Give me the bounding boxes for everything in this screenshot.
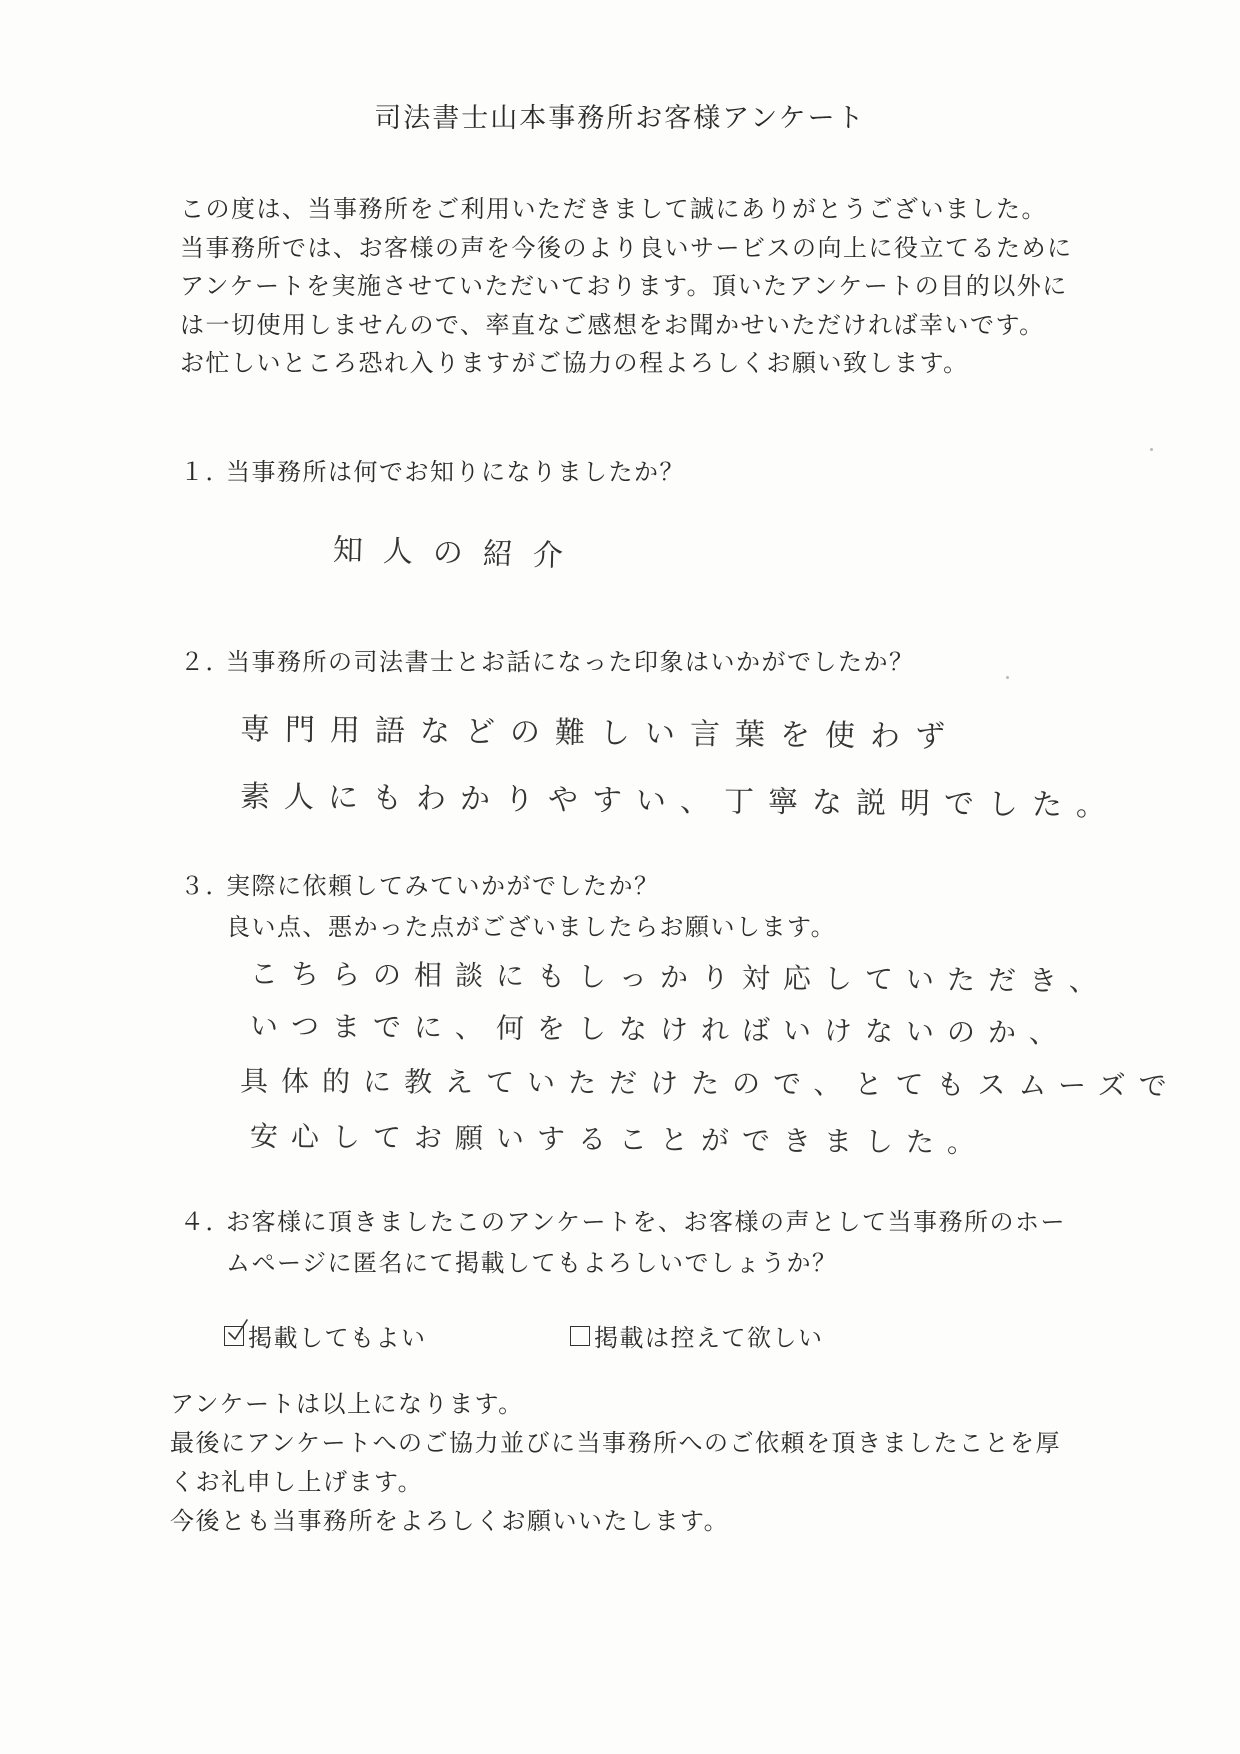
intro-paragraph: [180, 190, 1080, 383]
question-text: 実際に依頼してみていかがでしたか？: [226, 872, 660, 900]
question-text-line-2: ムページに匿名にて掲載してもよろしいでしょうか？: [226, 1249, 838, 1277]
publish-decline-option[interactable]: [570, 1318, 824, 1353]
closing-line: くお礼申し上げます。: [170, 1468, 424, 1496]
intro-line: お忙しいところ恐れ入りますがご協力の程よろしくお願い致します。: [180, 349, 969, 377]
question-2: [180, 642, 915, 677]
question-text: 当事務所は何でお知りになりましたか？: [226, 458, 685, 486]
handwritten-answer-3-line-3: 具体的に教えていただけたので、とてもスムーズで: [239, 1064, 1180, 1103]
intro-line: は一切使用しませんので、率直なご感想をお聞かせいただければ幸いです。: [180, 310, 1045, 339]
publish-ok-option[interactable]: [224, 1318, 427, 1353]
closing-line: 今後とも当事務所をよろしくお願いいたします。: [170, 1507, 730, 1535]
closing-paragraph: [170, 1385, 1070, 1541]
question-text-line-2: 良い点、悪かった点がございましたらお願いします。: [226, 913, 837, 941]
question-1: [180, 452, 685, 487]
closing-line: 最後にアンケートへのご協力並びに当事務所へのご依頼を頂きましたことを厚: [170, 1429, 1062, 1457]
scan-speck: [1006, 676, 1009, 679]
handwritten-answer-3-line-2: いつまでに、何をしなければいけないのか、: [249, 1009, 1071, 1050]
handwritten-answer-1: 知人の紹介: [332, 532, 584, 575]
question-number: ３．: [180, 872, 231, 900]
question-text: お客様に頂きましたこのアンケートを、お客様の声として当事務所のホー: [226, 1208, 1067, 1236]
checkbox-checked[interactable]: [224, 1326, 244, 1346]
question-text: 当事務所の司法書士とお話になった印象はいかがでしたか？: [226, 648, 915, 676]
handwritten-answer-3-line-4: 安心してお願いすることができました。: [249, 1119, 989, 1160]
scan-speck: [1150, 448, 1153, 451]
question-number: ２．: [180, 648, 231, 676]
question-4: [180, 1202, 1066, 1278]
page-title: 司法書士山本事務所お客様アンケート: [374, 103, 866, 134]
intro-line: アンケートを実施させていただいております。頂いたアンケートの目的以外に: [180, 272, 1068, 300]
question-number: １．: [180, 458, 231, 486]
intro-line: この度は、当事務所をご利用いただきまして誠にありがとうございました。: [180, 195, 1047, 223]
handwritten-answer-3-line-1: こちらの相談にもしっかり対応していただき、: [249, 957, 1111, 998]
handwritten-answer-2-line-1: 専門用語などの難しい言葉を使わず: [239, 712, 961, 755]
closing-line: アンケートは以上になります。: [170, 1390, 524, 1418]
handwritten-answer-2-line-2: 素人にもわかりやすい、丁寧な説明でした。: [239, 779, 1121, 824]
question-number: ４．: [180, 1208, 231, 1236]
publish-decline-label: 掲載は控えて欲しい: [594, 1324, 824, 1352]
checkbox-unchecked[interactable]: [570, 1326, 590, 1346]
publish-ok-label: 掲載してもよい: [248, 1324, 427, 1352]
question-3: [180, 866, 836, 942]
checkmark-icon: [227, 1319, 249, 1343]
intro-line: 当事務所では、お客様の声を今後のより良いサービスの向上に役立てるために: [180, 233, 1073, 262]
